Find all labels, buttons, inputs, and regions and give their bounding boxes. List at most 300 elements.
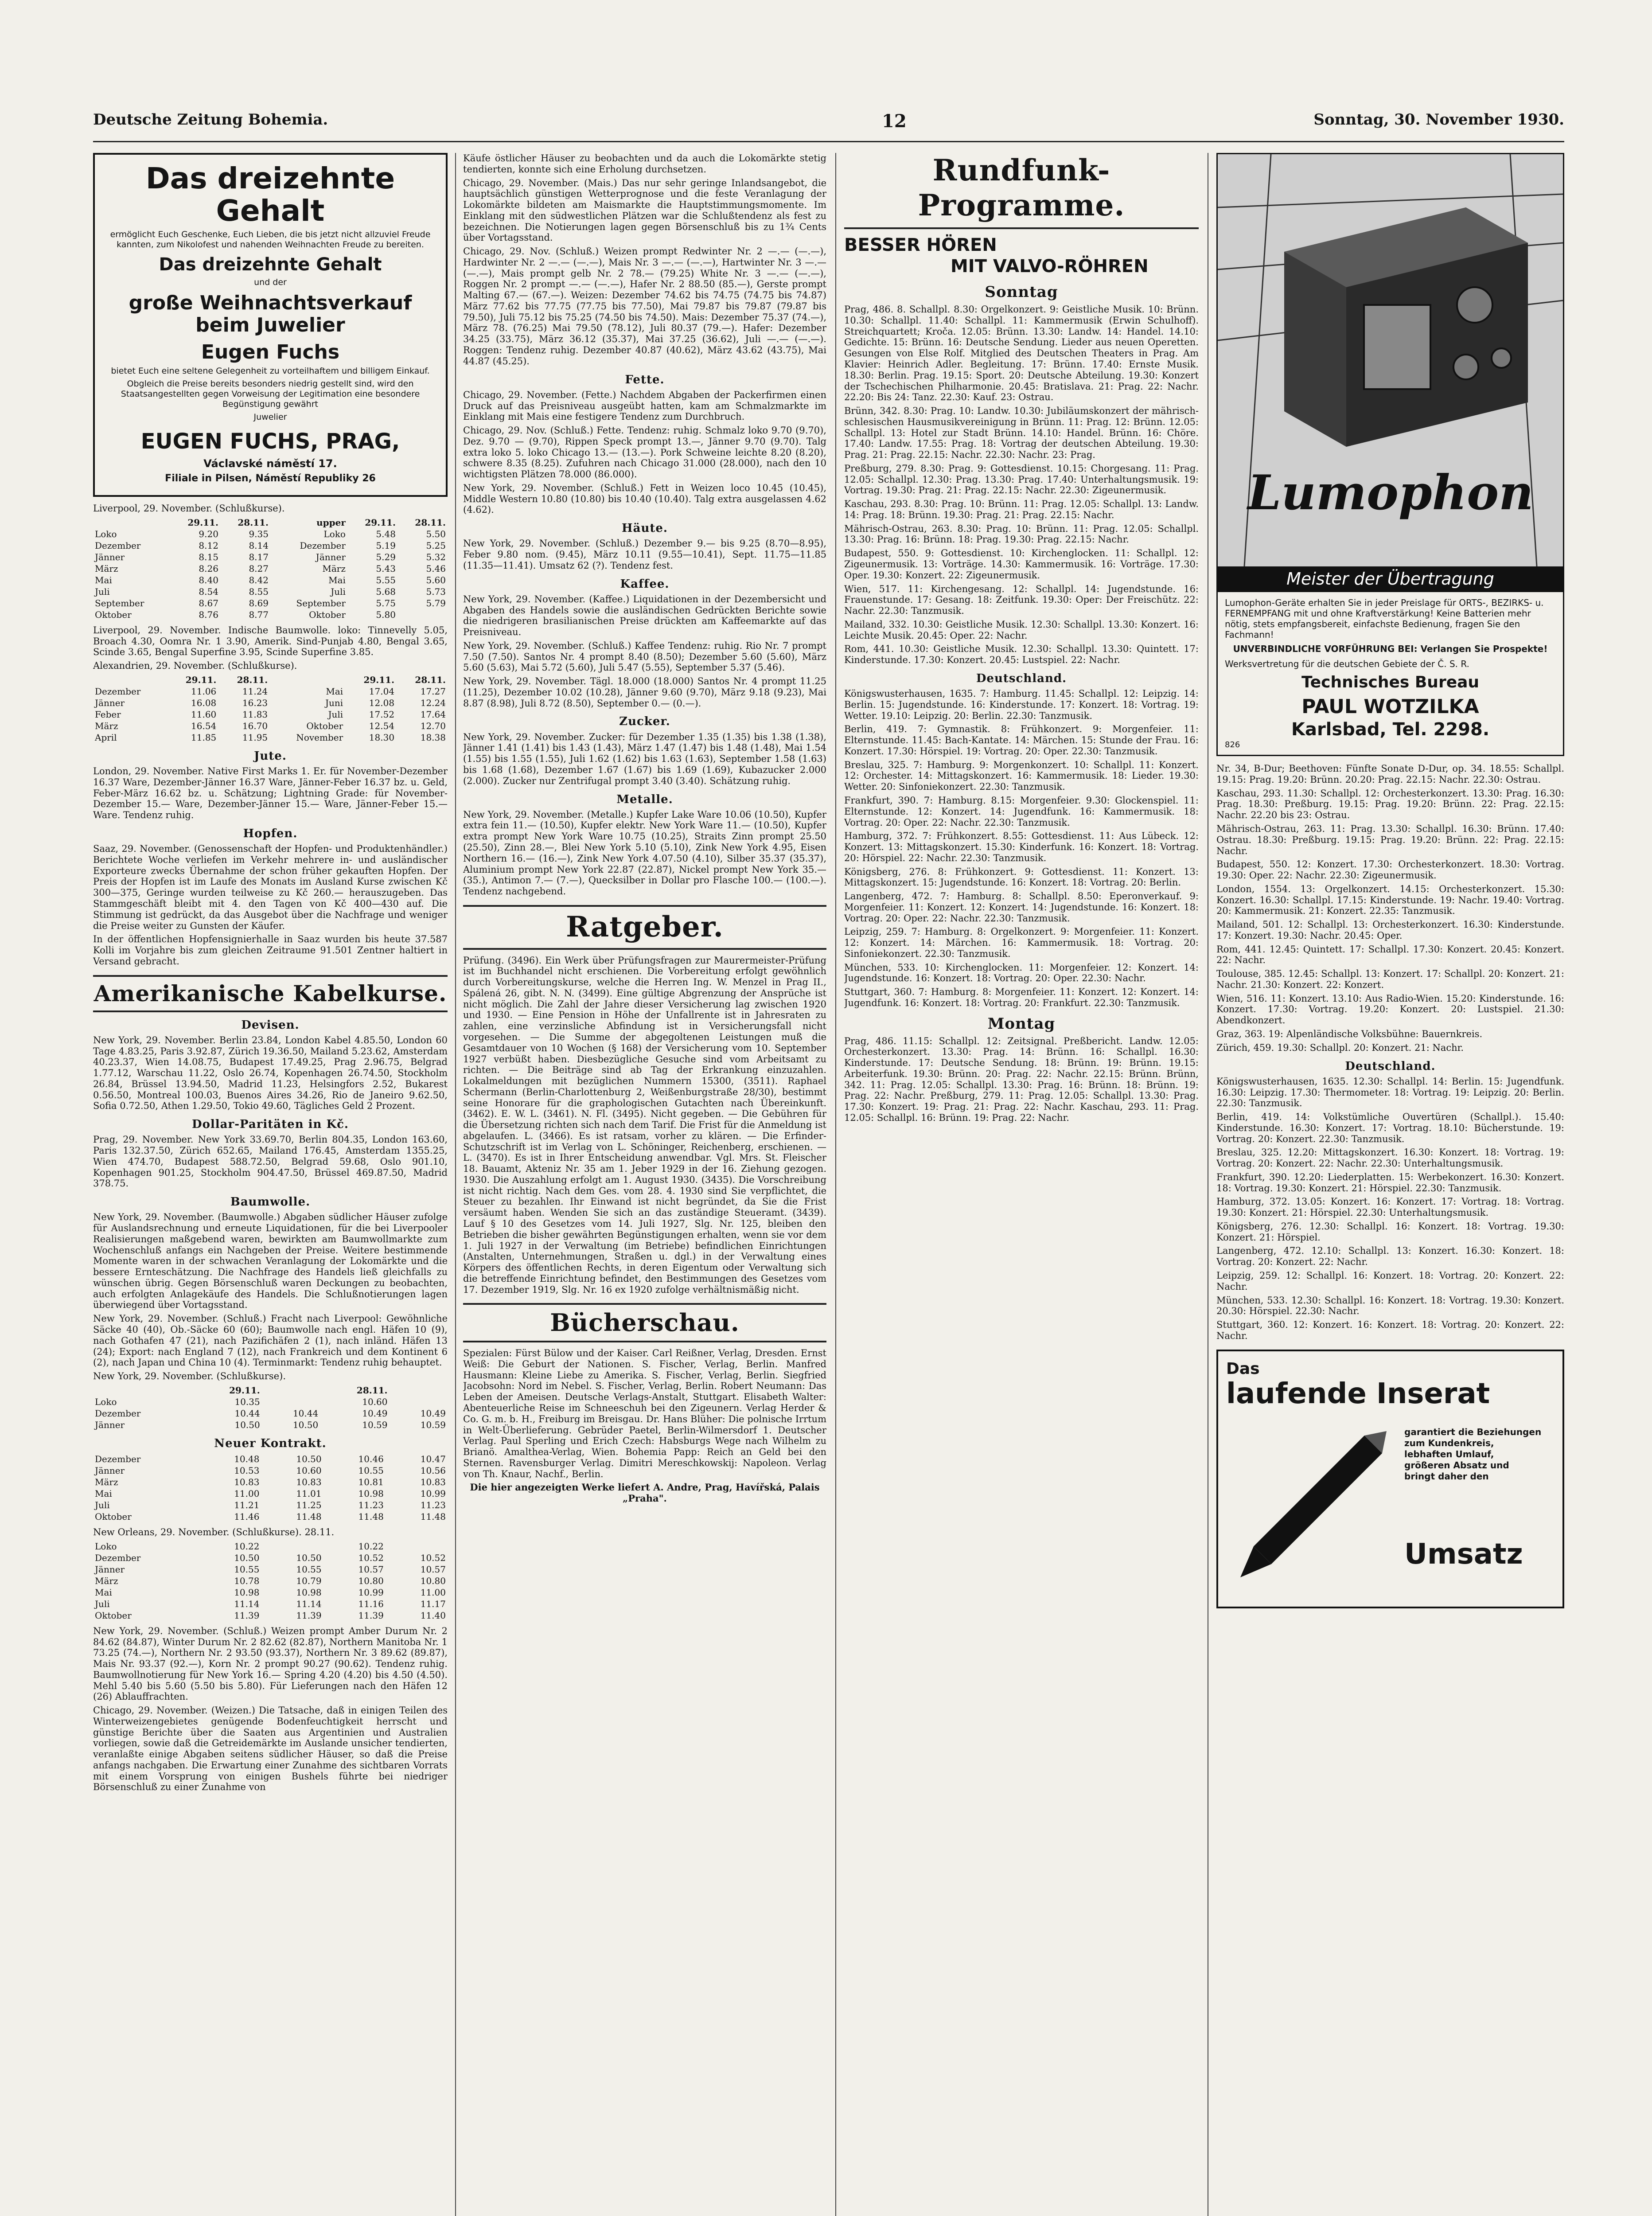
- program-text: Frankfurt, 390. 7: Hamburg. 8.15: Morgenfeier. 9.30: Glockenspiel. 11: Elternstunde. 12: Konzert. 14: Jugendfunk. 16: Kammermusik. 18: Vortrag. 20: Oper. 22: Nachr. 22.30: Tanzmusik.: [844, 795, 1199, 828]
- section-heading: Häute.: [622, 522, 668, 535]
- table-cell: 16.54: [191, 720, 217, 731]
- table-cell: 11.16: [358, 1598, 384, 1609]
- article-text: Saaz, 29. November. (Genossenschaft der Hopfen- und Produktenhändler.) Berichtete Woche verliefen im Verkehr mehrere in- und ausländischer Exporteure zwecks Übernahme der schon früher gekauften Hopfen. Der Preis der Hopfen ist im Laufe des Monats im Ausland Kurse zwischen Kč 300—375, Geringe wurden teilweise zu Kč 260.— herauszugeben. Das Stammgeschäft bleibt mit 4. den Tagen von Kč 400—430 auf. Die Stimmung ist gedrückt, da das Ausgebot über die Nachfrage und weniger die Preise weiter zu Gunsten der Käufer.: [93, 843, 448, 931]
- table-cell: Oktober: [309, 609, 346, 620]
- table-cell: 9.35: [249, 528, 269, 539]
- table-cell: 10.52: [420, 1552, 446, 1563]
- table-cell: 10.83: [234, 1477, 260, 1487]
- table-cell: 5.25: [426, 540, 446, 551]
- table-cell: 5.60: [426, 574, 446, 585]
- program-text: Mährisch-Ostrau, 263. 11: Prag. 13.30: Schallpl. 16.30: Brünn. 17.40: Ostrau. 18.30: Preßburg. 19.15: Prag. 19.20: Brünn. 22: Prag. 22.15: Nachr.: [1216, 823, 1564, 856]
- ad-line: große Weihnachtsverkauf beim Juwelier: [129, 291, 412, 337]
- table-row: [93, 1408, 448, 1419]
- table-header-cell: [269, 674, 345, 686]
- table-cell: 10.46: [358, 1454, 384, 1464]
- table-row: [93, 1419, 448, 1431]
- liverpool-table: [93, 517, 448, 620]
- table-cell: 11.00: [234, 1488, 260, 1499]
- table-cell: 5.68: [376, 586, 396, 597]
- table-cell: 10.59: [420, 1419, 446, 1430]
- valvo-line-2: MIT VALVO-RÖHREN: [951, 256, 1149, 277]
- program-text: London, 1554. 13: Orgelkonzert. 14.15: Orchesterkonzert. 15.30: Konzert. 16.30: Schallpl. 17.15: Kinderstunde. 19: Nachr. 19.40: Vortrag. 20: Kammermusik. 21: Konzert. 22.35: Tanzmusik.: [1216, 883, 1564, 917]
- table-cell: 10.44: [292, 1408, 319, 1419]
- article-text: In der öffentlichen Hopfensignierhalle in Saaz wurden bis heute 37.587 Kolli im Vorjahre bis zum gleichen Zeitraume 91.501 Zentner haltiert in Versand gebracht.: [93, 934, 448, 967]
- article-text: New York, 29. November. (Schluß.) Kaffee Tendenz: ruhig. Rio Nr. 7 prompt 7.50 (7.50). Santos Nr. 4 prompt 8.40 (8.50); Dezember 5.60 (5.60), März 5.60 (5.63), Mai 5.72 (5.60), Juli 5.47 (5.55), September 5.37 (5.46).: [463, 640, 826, 673]
- table-row: [93, 709, 448, 720]
- table-row: [93, 540, 448, 551]
- new-orleans-table: [93, 1541, 448, 1621]
- table-cell: 12.70: [420, 720, 446, 731]
- section-heading: New Orleans, 29. November. (Schlußkurse). 28.11.: [93, 1527, 335, 1537]
- article-text: Chicago, 29. Nov. (Schluß.) Weizen prompt Redwinter Nr. 2 —.— (—.—), Hardwinter Nr. 2 —.— (—.—), Mais Nr. 3 —.— (—.—), Hartwinter Nr. 3 —.— (—.—), Mais prompt gelb Nr. 2 78.— (79.25) White Nr. 3 —.— (—.—), Roggen Nr. 2 prompt —.— (—.—), Hafer Nr. 2 88.50 (85.—), Gerste prompt Malting 67.— (67.—). Weizen: Dezember 74.62 bis 74.75 (74.75 bis 74.87) März 77.62 bis 77.75 (77.75 bis 77.50), Mai 79.87 bis 79.87 (79.87 bis 79.50), Juli 75.12 bis 75.25 (74.50 bis 74.50). Mais: Dezember 75.37 (74.—), März 78. (76.25) Mai 79.50 (78.12), Juli 80.37 (79.—). Hafer: Dezember 34.25 (33.75), März 36.12 (35.37), Mai 37.25 (36.62), Juli —.— (—.—). Roggen: Tendenz ruhig. Dezember 40.87 (40.62), März 43.62 (43.75), Mai 44.87 (45.25).: [463, 246, 826, 367]
- table-cell: [261, 1541, 323, 1552]
- masthead-date: Sonntag, 30. November 1930.: [1313, 111, 1564, 129]
- table-header-cell: 29.11.: [363, 674, 395, 685]
- section-heading: Kaffee.: [620, 577, 670, 591]
- table-row: [93, 697, 448, 709]
- table-cell: Loko: [95, 528, 117, 539]
- table-cell: 10.50: [292, 1419, 319, 1430]
- table-cell: 10.47: [420, 1454, 446, 1464]
- table-row: [93, 563, 448, 574]
- ad-line: Das dreizehnte Gehalt: [159, 254, 382, 275]
- program-text: Langenberg, 472. 7: Hamburg. 8: Schallpl. 8.50: Eperonverkauf. 9: Morgenfeier. 11: Konzert. 12: Konzert. 14: Jugendstunde. 16: Konzert. 18: Vortrag. 20: Oper. 22: Nachr. 22.30: Tanzmusik.: [844, 891, 1199, 924]
- ad-tagline: Meister der Übertragung: [1218, 566, 1563, 592]
- table-cell: Mai: [326, 686, 343, 697]
- ad-das: Das: [1226, 1359, 1260, 1378]
- table-cell: März: [95, 1477, 118, 1487]
- ad-firm-type: Technisches Bureau: [1301, 673, 1480, 691]
- masthead-rule: [93, 141, 1564, 142]
- article-text: Käufe östlicher Häuser zu beobachten und da auch die Lokomärkte stetig tendierten, konnte sich eine Erholung durchsetzen.: [463, 153, 826, 175]
- table-cell: Loko: [95, 1396, 117, 1407]
- table-cell: Feber: [95, 709, 121, 720]
- section-banner: Rundfunk-Programme.: [844, 153, 1199, 229]
- program-text: Nr. 34, B-Dur; Beethoven: Fünfte Sonate D-Dur, op. 34. 18.55: Schallpl. 19.15: Prag. 19.20: Brünn. 20.20: Prag. 22.15: Nachr. 22.30: Ostrau.: [1216, 763, 1564, 785]
- column-4: [1216, 153, 1564, 2216]
- table-cell: 11.48: [358, 1511, 384, 1522]
- program-text: Mährisch-Ostrau, 263. 8.30: Prag. 10: Brünn. 11: Prag. 12.05: Schallpl. 13.30: Prag. 16: Brünn. 18: Prag. 19.30: Prag. 22.15: Nachr.: [844, 523, 1199, 545]
- program-text: München, 533. 10: Kirchenglocken. 11: Morgenfeier. 12: Konzert. 14: Jugendstunde. 16: Konzert. 18: Vortrag. 20: Oper. 22.30: Nachr.: [844, 962, 1199, 984]
- table-cell: Juli: [95, 1598, 110, 1609]
- program-text: Rom, 441. 10.30: Geistliche Musik. 12.30: Schallpl. 13.30: Quintett. 17: Kinderstunde. 17.30: Konzert. 20.45: Lustspiel. 22: Nachr.: [844, 644, 1199, 666]
- table-cell: Oktober: [95, 1511, 132, 1522]
- program-text: Leipzig, 259. 7: Hamburg. 8: Orgelkonzert. 9: Morgenfeier. 11: Konzert. 12: Konzert. 14: Märchen. 16: Kammermusik. 18: Vortrag. 20: Sinfoniekonzert. 22.30: Tanzmusik.: [844, 926, 1199, 959]
- table-row: [93, 1552, 448, 1564]
- table-cell: 10.49: [362, 1408, 388, 1419]
- program-text: Mailand, 332. 10.30: Geistliche Musik. 12.30: Schallpl. 13.30: Konzert. 16: Leichte Musik. 20.45: Oper. 22: Nachr.: [844, 619, 1199, 641]
- program-text: Zürich, 459. 19.30: Schallpl. 20: Konzert. 21: Nachr.: [1216, 1042, 1464, 1053]
- table-header-cell: 28.11.: [415, 674, 446, 685]
- table-cell: Dezember: [95, 1408, 141, 1419]
- program-text: Hamburg, 372. 13.05: Konzert. 16: Konzert. 17: Vortrag. 18: Vortrag. 19.30: Konzert. 21: Hörspiel. 22.30: Unterhaltungsmusik.: [1216, 1196, 1564, 1218]
- ad-lumophon: [1216, 153, 1564, 756]
- table-cell: Jänner: [95, 697, 125, 708]
- alexandrien-table: [93, 674, 448, 743]
- section-heading: Zucker.: [619, 715, 670, 729]
- column-3: [844, 153, 1199, 2216]
- table-cell: 10.78: [234, 1575, 260, 1586]
- table-cell: 5.79: [426, 597, 446, 609]
- table-row: [93, 1541, 448, 1552]
- lumophon-logo: Lumophon: [1247, 465, 1534, 521]
- table-cell: 10.60: [296, 1465, 322, 1476]
- table-cell: 8.55: [249, 586, 269, 597]
- ad-title: laufende Inserat: [1226, 1377, 1490, 1410]
- table-cell: 10.83: [296, 1477, 322, 1487]
- table-cell: 10.22: [234, 1541, 260, 1552]
- table-cell: 11.83: [242, 709, 268, 720]
- table-cell: 11.60: [191, 709, 217, 720]
- ad-title: Das dreizehnte Gehalt: [145, 161, 395, 228]
- section-heading: New York, 29. November. (Schlußkurse).: [93, 1371, 286, 1382]
- table-header-cell: 29.11.: [229, 1385, 260, 1396]
- table-row: [93, 586, 448, 597]
- table-cell: Jänner: [95, 551, 125, 562]
- table-cell: 10.44: [234, 1408, 260, 1419]
- table-cell: 10.53: [234, 1465, 260, 1476]
- section-heading: Alexandrien, 29. November. (Schlußkurse).: [93, 660, 297, 671]
- table-cell: 10.80: [358, 1575, 384, 1586]
- table-row: [93, 1587, 448, 1598]
- table-cell: 8.76: [199, 609, 218, 620]
- table-cell: [397, 609, 448, 620]
- valvo-line-1: BESSER HÖREN: [844, 235, 997, 256]
- section-heading: Liverpool, 29. November. (Schlußkurse).: [93, 503, 285, 514]
- table-cell: 10.55: [296, 1564, 322, 1575]
- ad-text: garantiert die Beziehungen zum Kundenkreis, lebhaften Umlauf, größeren Absatz und bringt daher den: [1404, 1426, 1542, 1482]
- table-cell: 11.21: [234, 1500, 260, 1510]
- table-row: [93, 1476, 448, 1488]
- table-cell: 8.42: [249, 574, 269, 585]
- column-2: [463, 153, 826, 2216]
- table-cell: Mai: [95, 1587, 112, 1598]
- table-cell: 10.50: [296, 1454, 322, 1464]
- table-header-row: [93, 674, 448, 686]
- ad-firm: PAUL WOTZILKA: [1301, 695, 1479, 718]
- ad-umsatz: Umsatz: [1404, 1537, 1523, 1571]
- table-cell: 8.27: [249, 563, 269, 574]
- table-cell: 8.69: [249, 597, 269, 609]
- ad-text: Lumophon-Geräte erhalten Sie in jeder Preislage für ORTS-, BEZIRKS- u. FERNEMPFANG mit und ohne Kraftverstärkung! Keine Batterien mehr nötig, stets empfangsbereit, einfachste Bedienung, fragen Sie den Fachmann!: [1225, 597, 1544, 640]
- neuer-kontrakt-table: [93, 1453, 448, 1522]
- table-cell: Loko: [323, 528, 346, 539]
- table-header-cell: [93, 674, 167, 686]
- table-cell: Juni: [325, 697, 343, 708]
- program-text: Budapest, 550. 9: Gottesdienst. 10: Kirchenglocken. 11: Schallpl. 12: Zigeunermusik. 13: Vorträge. 14.30: Kammermusik. 16: Vorträge. 17.30: Oper. 19.30: Konzert. 22: Zigeunermusik.: [844, 548, 1199, 581]
- table-header-cell: [93, 517, 170, 528]
- table-header-cell: 28.11.: [415, 517, 446, 528]
- program-text: Stuttgart, 360. 12: Konzert. 16: Konzert. 18: Vortrag. 20: Konzert. 22: Nachr.: [1216, 1319, 1564, 1341]
- article-text: New York, 29. November. (Schluß.) Fett in Weizen loco 10.45 (10.45), Middle Western 10.80 (10.80) bis 10.40 (10.40). Talg extra ausgelassen 4.62 (4.62).: [463, 482, 826, 515]
- ad-text: Werksvertretung für die deutschen Gebiete der Č. S. R.: [1225, 658, 1469, 669]
- table-header-cell: 28.11.: [238, 517, 269, 528]
- table-header-cell: [390, 1385, 448, 1396]
- section-heading: Fette.: [625, 373, 665, 386]
- table-cell: 10.98: [296, 1587, 322, 1598]
- article-text: Chicago, 29. November. (Fette.) Nachdem Abgaben der Packerfirmen einen Druck auf das Preisniveau ausgeübt hatten, kam am Schmalzmarkte im Einklang mit Mais eine festigere Tendenz zum Durchbruch.: [463, 389, 826, 422]
- table-cell: Dezember: [95, 1454, 141, 1464]
- table-cell: 8.26: [199, 563, 218, 574]
- program-text: Toulouse, 385. 12.45: Schallpl. 13: Konzert. 17: Schallpl. 20: Konzert. 21: Nachr. 21.30: Konzert. 22: Konzert.: [1216, 968, 1564, 990]
- table-cell: 10.55: [234, 1564, 260, 1575]
- program-text: Budapest, 550. 12: Konzert. 17.30: Orchesterkonzert. 18.30: Vortrag. 19.30: Oper. 22: Nachr. 22.30: Zigeunermusik.: [1216, 859, 1564, 881]
- article-text: New York, 29. November. (Schluß.) Weizen prompt Amber Durum Nr. 2 84.62 (84.87), Winter Durum Nr. 2 82.62 (82.87), Northern Manitoba Nr. 1 73.25 (74.—), Northern Nr. 2 93.50 (93.37), Northern Nr. 3 89.62 (89.87), Mais Nr. 93.37 (92.—), Korn Nr. 2 prompt 90.27 (90.62). Tendenz ruhig. Baumwollnotierung für New York 16.— Spring 4.20 (4.20) bis 4.50 (4.50). Mehl 5.40 bis 5.60 (5.50 bis 5.80). Für Lieferungen nach den Häfen 12 (26) Ablauffrachten.: [93, 1625, 448, 1702]
- table-header-cell: 28.11.: [356, 1385, 388, 1396]
- table-cell: 11.48: [420, 1511, 446, 1522]
- table-cell: Jänner: [316, 551, 346, 562]
- table-cell: 10.50: [296, 1552, 322, 1563]
- day-heading: Montag: [987, 1014, 1056, 1033]
- article-text: Prüfung. (3496). Ein Werk über Prüfungsfragen zur Maurermeister-Prüfung ist im Buchhandel nicht erschienen. Die Vorbereitung erfolgt gewöhnlich durch Vorbereitungskurse, welche die Herren Ing. W. Menzel in Prag II., Spálená 26, gibt. N. N. (3499). Eine gültige Abgrenzung der Ansprüche ist nicht möglich. Die Zahl der Jahre dieser Versicherung lag zwischen 1920 und 1930. — Eine Pension in Höhe der Unfallrente ist in Jahresraten zu zahlen, eine verzinsliche Abfindung ist in Versicherungsfall nicht vorgesehen. — Die Summe der abgegoltenen Leistungen muß die Gesamtdauer von 10 Wochen (§ 168) der Versicherung vom 10. September 1927 verbüßt haben. Diesbezügliche Gesuche sind vom Arbeitsamt zu richten. — Die Beiträge sind ab Tag der Erkrankung einzuzahlen. Lokalmeldungen mit bezüglichen Nummern 15300, (3511). Raphael Schermann (Berlin-Charlottenburg 2, Weißenburgstraße 28/30), bestimmt seine Honorare für die graphologischen Gutachten nach Übereinkunft. (3462). E. W. L. (3461). N. Fl. (3495). Nicht gegeben. — Die Gebühren für die Übersetzung richten sich nach dem Tarif. Die Frist für die Anmeldung ist abgelaufen. L. (3466). Es ist ratsam, vorher zu klären. — Die Erfinder-Schutzschrift ist im Verlag von L. Schöninger, Reichenberg, erschienen. — L. (3470). Es ist in Ihrer Entscheidung anwendbar. Vgl. Mrs. St. Fleischer 18. Bauamt, Akteniz Nr. 35 am 1. Jeber 1929 in der 16. Ziehung gezogen. 1930. Die Auszahlung erfolgt am 1. August 1930. (3435). Die Vorschreibung ist nicht richtig. Nach dem Ges. vom 28. 4. 1930 sind Sie verpflichtet, die Steuer zu bezahlen. Ihr Einwand ist nicht begründet, da Sie die Frist versäumt haben. Wenden Sie sich an das zuständige Steueramt. (3439). Lauf § 10 des Gesetzes vom 14. Juli 1927, Slg. Nr. 125, bleiben den Betrieben die bisher gewährten Begünstigungen erhalten, wenn sie vor dem 1. Juli 1927 in der Verwaltung (im Betriebe) befindlichen Einrichtungen (Anstalten, Unternehmungen, Straßen u. dgl.) in der Verwaltung eines Körpers des öffentlichen Rechts, in deren Eigentum oder Verwaltung sich die betreffende Einrichtung befindet, den Bestimmungen des Gesetzes vom 17. Dezember 1919, Slg. Nr. 16 ex 1920 zufolge verhältnismäßig nicht.: [463, 955, 826, 1295]
- section-heading: Deutschland.: [976, 671, 1067, 685]
- table-cell: 5.48: [376, 528, 396, 539]
- article-text: New York, 29. November. (Schluß.) Fracht nach Liverpool: Gewöhnliche Säcke 40 (40), Ob.-Säcke 60 (60); Baumwolle nach engl. Häfen 10 (9), nach Gothafen 47 (21), nach Pazifichäfen 2 (1), nach inländ. Häfen 13 (24); Export: nach England 7 (12), nach Frankreich und dem Kontinent 6 (2), nach Japan und China 10 (4). Terminmarkt: Tendenz ruhig behauptet.: [93, 1313, 448, 1368]
- table-cell: 5.80: [376, 609, 396, 620]
- table-cell: 8.14: [249, 540, 269, 551]
- article-text: New York, 29. November. (Schluß.) Dezember 9.— bis 9.25 (8.70—8.95), Feber 9.80 nom. (9.45), März 10.11 (9.55—10.41), Sept. 11.75—11.85 (11.35—11.41). Umsatz 62 (?). Tendenz fest.: [463, 538, 826, 571]
- table-cell: 10.81: [358, 1477, 384, 1487]
- article-text: New York, 29. November. Berlin 23.84, London Kabel 4.85.50, London 60 Tage 4.83.25, Paris 3.92.87, Zürich 19.36.50, Mailand 5.23.62, Amsterdam 40.23.37, Wien 14.08.75, Budapest 17.49.25, Prag 2.96.75, Belgrad 1.77.12, Warschau 11.22, Oslo 26.74, Kopenhagen 26.74.50, Stockholm 26.84, Brüssel 13.94.50, Madrid 11.23, Helsingfors 2.52, Bukarest 0.56.50, Montreal 100.03, Buenos Aires 34.26, Rio de Janeiro 9.62.50, Sofia 0.72.50, Athen 1.29.50, Tokio 49.60, Tägliches Geld 2 Prozent.: [93, 1034, 448, 1112]
- program-text: Königsberg, 276. 12.30: Schallpl. 16: Konzert. 18: Vortrag. 19.30: Konzert. 21: Hörspiel.: [1216, 1221, 1564, 1243]
- program-text: Graz, 363. 19: Alpenländische Volksbühne: Bauernkreis.: [1216, 1029, 1483, 1040]
- table-cell: März: [95, 720, 118, 731]
- table-header-cell: [93, 1385, 192, 1396]
- ad-text: ermöglicht Euch Geschenke, Euch Lieben, die bis jetzt nicht allzuviel Freude kannten, zum Nikolofest und nahenden Weihnachten Freude zu bereiten.: [110, 230, 431, 250]
- program-text: Berlin, 419. 14: Volkstümliche Ouvertüren (Schallpl.). 15.40: Kinderstunde. 16.30: Konzert. 17: Vortrag. 18.10: Bücherstunde. 19: Vortrag. 20: Konzert. 22.30: Tanzmusik.: [1216, 1112, 1564, 1144]
- table-cell: März: [322, 563, 346, 574]
- table-cell: 10.98: [234, 1587, 260, 1598]
- table-cell: 10.22: [358, 1541, 384, 1552]
- program-text: Breslau, 325. 12.20: Mittagskonzert. 16.30: Konzert. 18: Vortrag. 19: Vortrag. 20: Konzert. 22: Nachr. 22.30: Unterhaltungsmusik.: [1216, 1147, 1564, 1169]
- table-cell: Mai: [95, 574, 112, 585]
- ad-firm: EUGEN FUCHS, PRAG,: [140, 429, 400, 454]
- ny-table: [93, 1385, 448, 1431]
- table-cell: 8.17: [249, 551, 269, 562]
- table-row: [93, 609, 448, 620]
- table-header-cell: upper: [316, 517, 346, 528]
- table-cell: Jänner: [95, 1419, 125, 1430]
- ad-gehalt: [93, 153, 448, 497]
- program-text: Berlin, 419. 7: Gymnastik. 8: Frühkonzert. 9: Morgenfeier. 11: Elternstunde. 11.45: Bach-Kantate. 14: Märchen. 15: Stunde der Frau. 16: Konzert. 17.30: Hörspiel. 19: Vortrag. 20: Oper. 22.30: Tanzmusik.: [844, 724, 1199, 757]
- table-cell: 5.32: [426, 551, 446, 562]
- table-cell: 5.19: [376, 540, 396, 551]
- table-cell: 11.14: [234, 1598, 260, 1609]
- section-heading: Hopfen.: [243, 827, 298, 840]
- table-cell: 11.06: [191, 686, 217, 697]
- program-text: Wien, 517. 11: Kirchengesang. 12: Schallpl. 14: Jugendstunde. 16: Frauenstunde. 17: Gesang. 18: Zeitfunk. 19.30: Oper: Der Freischütz. 22: Nachr. 22.30: Tanzmusik.: [844, 583, 1199, 616]
- table-cell: 11.23: [420, 1500, 446, 1510]
- article-text: Liverpool, 29. November. Indische Baumwolle. loko: Tinnevelly 5.05, Broach 4.30, Oomra Nr. 1 3.90, Amerik. Sind-Punjab 4.80, Bengal 3.65, Scinde 3.65, Bengal Superfine 3.95, Scinde Superfine 3.85.: [93, 624, 448, 658]
- table-cell: 12.54: [369, 720, 395, 731]
- table-row: [93, 551, 448, 563]
- table-header-cell: 29.11.: [185, 674, 217, 685]
- table-cell: 11.01: [296, 1488, 322, 1499]
- table-row: [93, 597, 448, 609]
- table-row: [93, 1598, 448, 1610]
- table-cell: [262, 1396, 320, 1408]
- table-cell: 10.55: [358, 1465, 384, 1476]
- table-cell: Mai: [95, 1488, 112, 1499]
- table-cell: 10.48: [234, 1454, 260, 1464]
- table-cell: Dezember: [95, 686, 141, 697]
- table-cell: 8.15: [199, 551, 218, 562]
- program-text: Königsberg, 276. 8: Frühkonzert. 9: Gottesdienst. 11: Konzert. 13: Mittagskonzert. 15: Jugendstunde. 16: Konzert. 18: Vortrag. 20: Berlin.: [844, 866, 1199, 888]
- program-text: Langenberg, 472. 12.10: Schallpl. 13: Konzert. 16.30: Konzert. 18: Vortrag. 20: Konzert. 22: Nachr.: [1216, 1245, 1564, 1268]
- section-heading: Dollar-Paritäten in Kč.: [192, 1118, 349, 1131]
- program-text: Königswusterhausen, 1635. 12.30: Schallpl. 14: Berlin. 15: Jugendfunk. 16.30: Leipzig. 17.30: Thermometer. 18: Vortrag. 19: Leipzig. 20: Berlin. 22.30: Tanzmusik.: [1216, 1076, 1564, 1109]
- table-cell: 17.64: [420, 709, 446, 720]
- table-cell: 16.70: [242, 720, 268, 731]
- table-cell: Juli: [328, 709, 343, 720]
- section-heading: Baumwolle.: [230, 1195, 311, 1209]
- table-cell: 11.17: [420, 1598, 446, 1609]
- table-cell: 10.35: [234, 1396, 260, 1407]
- table-cell: Juli: [331, 586, 346, 597]
- article-text: Chicago, 29. November. (Mais.) Das nur sehr geringe Inlandsangebot, die hauptsächlich günstigen Wetterprognose und die feste Veranlagung der Lokomärkte bildeten am Maismarkte die Hauptstimmungsmomente. Im Einklang mit den südwestlichen Plätzen war die Schlußtendenz als fest zu bezeichnen. Die Notierungen lagen gegen Börsenschluß bis zu 1¾ Cents über Vortagsstand.: [463, 177, 826, 243]
- program-text: Hamburg, 372. 7: Frühkonzert. 8.55: Gottesdienst. 11: Aus Lübeck. 12: Konzert. 13: Mittagskonzert. 15.30: Kinderfunk. 16: Konzert. 18: Vortrag. 20: Hörspiel. 22: Nachr. 22.30: Tanzmusik.: [844, 831, 1199, 863]
- program-text: Rom, 441. 12.45: Quintett. 17: Schallpl. 17.30: Konzert. 20.45: Konzert. 22: Nachr.: [1216, 944, 1564, 966]
- program-text: Frankfurt, 390. 12.20: Liederplatten. 15: Werbekonzert. 16.30: Konzert. 18: Vortrag. 19.30: Konzert. 21: Hörspiel. 22.30: Tanzmusik.: [1216, 1171, 1564, 1194]
- section-heading: Neuer Kontrakt.: [214, 1436, 327, 1450]
- table-cell: 17.04: [369, 686, 395, 697]
- table-cell: 18.30: [369, 732, 395, 743]
- table-cell: 5.73: [426, 586, 446, 597]
- article-text: New York, 29. November. Zucker: für Dezember 1.35 (1.35) bis 1.38 (1.38), Jänner 1.41 (1.41) bis 1.43 (1.43), März 1.47 (1.47) bis 1.48 (1.48), Mai 1.54 (1.55) bis 1.55 (1.55), Juli 1.62 (1.62) bis 1.63 (1.63), September 1.58 (1.63) bis 1.68 (1.68), Dezember 1.67 (1.67) bis 1.69 (1.69), Kubazucker 2.000 (2.000). Zucker nur Zentrifugal prompt 3.40 (3.40). Schätzung ruhig.: [463, 731, 826, 786]
- table-cell: 10.57: [420, 1564, 446, 1575]
- table-cell: 17.27: [420, 686, 446, 697]
- table-row: [93, 1499, 448, 1511]
- table-header-cell: 29.11.: [187, 517, 218, 528]
- table-row: [93, 686, 448, 697]
- table-cell: 11.24: [242, 686, 268, 697]
- table-cell: 11.39: [234, 1610, 260, 1621]
- ad-text: Juwelier: [253, 412, 287, 422]
- table-row: [93, 1488, 448, 1499]
- table-row: [93, 574, 448, 586]
- table-cell: Juli: [95, 586, 110, 597]
- program-text: Leipzig, 259. 12: Schallpl. 16: Konzert. 18: Vortrag. 20: Konzert. 22: Nachr.: [1216, 1270, 1564, 1292]
- table-row: [93, 1465, 448, 1476]
- table-header-row: [93, 1385, 448, 1396]
- program-text: München, 533. 12.30: Schallpl. 16: Konzert. 18: Vortrag. 19.30: Konzert. 20.30: Hörspiel. 22.30: Nachr.: [1216, 1295, 1564, 1317]
- masthead-title: Deutsche Zeitung Bohemia.: [93, 111, 328, 129]
- table-cell: 10.99: [358, 1587, 384, 1598]
- table-row: [93, 1453, 448, 1465]
- table-cell: 5.50: [426, 528, 446, 539]
- ad-name: Eugen Fuchs: [201, 340, 340, 363]
- program-text: Stuttgart, 360. 7: Hamburg. 8: Morgenfeier. 11: Konzert. 12: Konzert. 14: Jugendfunk. 16: Konzert. 18: Vortrag. 20: Frankfurt. 22.30: Tanzmusik.: [844, 987, 1199, 1008]
- program-text: Brünn, 342. 8.30: Prag. 10: Landw. 10.30: Jubiläumskonzert der mährisch-schlesischen Hausmusikvereinigung in Brünn. 11: Prag. 12: Brünn. 12.05: Schallpl. 13: Hotel zur Stadt Brünn. 14.10: Handel. Brünn. 16: Chöre. 17.40: Landw. 17.55: Prag. 18: Vortrag der deutschen Abteilung. 19.30: Prag. 21: Prag. 22.15: Nachr. 22.30: Nachr. 23: Prag.: [844, 406, 1199, 460]
- table-cell: 10.99: [420, 1488, 446, 1499]
- table-cell: 5.43: [376, 563, 396, 574]
- section-heading: Amerikanische Kabelkurse.: [93, 975, 448, 1012]
- table-header-cell: 28.11.: [237, 674, 268, 685]
- table-row: [93, 1575, 448, 1587]
- table-cell: 12.24: [420, 697, 446, 708]
- program-text: Prag, 486. 8. Schallpl. 8.30: Orgelkonzert. 9: Geistliche Musik. 10: Brünn. 10.30: Schallpl. 11.40: Schallpl. 11: Kammermusik (Erwin Schulhoff). Streichquartett; Kroča. 12.05: Brünn. 13.30: Landw. 14: Handel. 14.10: Gedichte. 15: Brünn. 16: Deutsche Sendung. Lieder aus neuen Operetten. Gesungen von Else Rolf. Mitglied des Deutschen Theaters in Prag. Am Klavier: Heinrich Adler. Begleitung. 17: Brünn. 17.40: Ernste Musik. 18.30: Berlin. Prag. 19.15: Sport. 20: Deutsche Abteilung. 19.30: Konzert der Tschechischen Philharmonie. 20.45: Bratislava. 21: Prag. 22: Nachr. 22.20: Bis 24: Tanz. 22.30: Kauf. 23: Ostrau.: [844, 304, 1199, 403]
- table-cell: 16.23: [242, 697, 268, 708]
- table-cell: 11.14: [296, 1598, 322, 1609]
- column-rule: [835, 153, 836, 2216]
- table-cell: 10.79: [296, 1575, 322, 1586]
- table-row: [93, 528, 448, 540]
- table-cell: September: [296, 597, 346, 609]
- table-cell: 17.52: [369, 709, 395, 720]
- table-cell: Juli: [95, 1500, 110, 1510]
- table-cell: 8.67: [199, 597, 218, 609]
- table-cell: 12.08: [369, 697, 395, 708]
- ad-text: und der: [254, 277, 287, 287]
- table-cell: 11.48: [296, 1511, 322, 1522]
- table-cell: März: [95, 563, 118, 574]
- ad-code: 826: [1225, 740, 1240, 749]
- ad-inserat: [1216, 1350, 1564, 1608]
- table-cell: 10.57: [358, 1564, 384, 1575]
- program-text: Kaschau, 293. 8.30: Prag. 10: Brünn. 11: Prag. 12.05: Schallpl. 13: Landw. 14: Prag. 18: Brünn. 19.30: Prag. 21: Prag. 22.15: Nachr.: [844, 499, 1199, 520]
- program-text: Königswusterhausen, 1635. 7: Hamburg. 11.45: Schallpl. 12: Leipzig. 14: Berlin. 15: Jugendstunde. 16: Kinderstunde. 17: Konzert. 18: Vortrag. 19: Wetter. 19.10: Leipzig. 20: Berlin. 22.30: Tanzmusik.: [844, 688, 1199, 721]
- section-heading: Metalle.: [616, 792, 673, 806]
- article-text: New York, 29. November. (Kaffee.) Liquidationen in der Dezembersicht und Abgaben des Handels sowie die ausländischen Gedrückten Berichte sowie die niedrigeren brasilianischen Preise drückten am Kaffeemarkte auf das Preisniveau.: [463, 593, 826, 638]
- section-heading: Bücherschau.: [463, 1303, 826, 1342]
- table-cell: [390, 1396, 448, 1408]
- column-rule: [455, 153, 456, 2216]
- ad-address: Karlsbad, Tel. 2298.: [1291, 719, 1490, 740]
- table-cell: Oktober: [95, 1610, 132, 1621]
- article-footer: Die hier angezeigten Werke liefert A. Andre, Prag, Havířská, Palais „Praha".: [470, 1482, 820, 1504]
- table-cell: 10.80: [420, 1575, 446, 1586]
- table-cell: Jänner: [95, 1564, 125, 1575]
- table-cell: 10.50: [234, 1552, 260, 1563]
- table-cell: 11.39: [358, 1610, 384, 1621]
- table-cell: Dezember: [95, 1552, 141, 1563]
- program-text: Prag, 486. 11.15: Schallpl. 12: Zeitsignal. Preßbericht. Landw. 12.05: Orchesterkonzert. 13.30: Prag. 14: Brünn. 16: Schallpl. 16.30: Kinderstunde. 17: Deutsche Sendung. 18: Brünn. 19: Brünn. 19.15: Arbeiterfunk. 19.30: Brünn. 20: Prag. 22: Nachr. 22.15: Brünn. Brünn, 342. 11: Prag. 12.05: Schallpl. 13.30: Prag. 16: Brünn. 18: Brünn. 19: Prag. 22: Nachr. Preßburg, 279. 11: Prag. 12.05: Schallpl. 13.30: Prag. 17.30: Konzert. 19: Prag. 21: Prag. 22: Nachr. Kaschau, 293. 11: Prag. 12.05: Schallpl. 16: Brünn. 19: Prag. 22: Nachr.: [844, 1035, 1199, 1123]
- table-cell: 11.40: [420, 1610, 446, 1621]
- program-text: Mailand, 501. 12: Schallpl. 13: Orchesterkonzert. 16.30: Kinderstunde. 17: Konzert. 19.30: Nachr. 20.45: Oper.: [1216, 919, 1564, 941]
- column-1: [93, 153, 448, 2216]
- table-cell: 11.39: [296, 1610, 322, 1621]
- table-row: [93, 720, 448, 732]
- ad-text: Obgleich die Preise bereits besonders niedrig gestellt sind, wird den Staatsangestellten gegen Vorweisung der Legitimation eine besondere Begünstigung gewährt: [121, 379, 420, 409]
- program-text: Kaschau, 293. 11.30: Schallpl. 12: Orchesterkonzert. 13.30: Prag. 16.30: Prag. 18.30: Preßburg. 19.15: Prag. 19.20: Brünn. 22: Prag. 22.15: Nachr. 22.20 bis 23: Ostrau.: [1216, 788, 1564, 821]
- day-heading: Sonntag: [985, 283, 1058, 301]
- table-cell: 8.77: [249, 609, 269, 620]
- table-cell: Mai: [328, 574, 346, 585]
- table-cell: 11.23: [358, 1500, 384, 1510]
- table-cell: 10.56: [420, 1465, 446, 1476]
- program-text: Breslau, 325. 7: Hamburg. 9: Morgenkonzert. 10: Schallpl. 11: Konzert. 12: Orchester. 14: Mittagskonzert. 16: Kammermusik. 18: Lieder. 19.30: Wetter. 20: Sinfoniekonzert. 22.30: Tanzmusik.: [844, 759, 1199, 792]
- article-text: Chicago, 29. Nov. (Schluß.) Fette. Tendenz: ruhig. Schmalz loko 9.70 (9.70), Dez. 9.70 — (9.70), Rippen Speck prompt 13.—, Jänner 9.70 (9.70). Talg extra loko 5. loko Chicago 13.— (13.—). Pork Schweine leichte 8.20 (8.20), schwere 8.35 (8.25). Zufuhren nach Chicago 31.000 (28.000), nach den 10 wichtigsten Plätzen 78.000 (86.000).: [463, 425, 826, 480]
- ad-branch: Filiale in Pilsen, Náměstí Republiky 26: [165, 472, 376, 484]
- table-cell: Loko: [95, 1541, 117, 1552]
- table-row: [93, 1610, 448, 1621]
- table-cell: 11.25: [296, 1500, 322, 1510]
- table-cell: 9.20: [199, 528, 218, 539]
- table-cell: 18.38: [420, 732, 446, 743]
- article-text: New York, 29. November. (Baumwolle.) Abgaben südlicher Häuser zufolge für Auslandsrechnung und erneute Liquidationen, für die bei Liverpooler Realisierungen maßgebend waren, bewirkten am Baumwollmarkte zum Wochenschluß anfangs ein Nachgeben der Preise. Weitere bestimmende Momente waren in der schwachen Veranlagung der Lokomärkte und die bessere Ernteschätzung. Die Nachfrage des Handels ließ gleichfalls zu wünschen übrig. Gegen Börsenschluß waren Deckungen zu beobachten, auch erfolgten Anlagekäufe des Handels. Die Schlußnotierungen lagen überwiegend über Vortagsstand.: [93, 1212, 448, 1311]
- article-text: New York, 29. November. Tägl. 18.000 (18.000) Santos Nr. 4 prompt 11.25 (11.25), Dezember 10.02 (10.28), Jänner 9.60 (9.70), März 9.18 (9.23), Mai 8.87 (8.98), Juli 8.72 (8.50), September 0.— (0.—).: [463, 676, 826, 709]
- table-cell: Dezember: [300, 540, 346, 551]
- table-cell: November: [296, 732, 343, 743]
- table-cell: 10.49: [420, 1408, 446, 1419]
- table-cell: 10.50: [234, 1419, 260, 1430]
- radio-illustration: [1218, 154, 1563, 566]
- program-text: Preßburg, 279. 8.30: Prag. 9: Gottesdienst. 10.15: Chorgesang. 11: Prag. 12.05: Schallpl. 12.30: Prag. 13.30: Prag. 17.40: Unterhaltungsmusik. 19: Vortrag. 19.30: Prag. 21: Prag. 22.15: Nachr. 22.30: Zigeunermusik.: [844, 463, 1199, 496]
- table-cell: März: [95, 1575, 118, 1586]
- article-text: Prag, 29. November. New York 33.69.70, Berlin 804.35, London 163.60, Paris 132.37.50, Zürich 652.65, Mailand 176.45, Amsterdam 1355.25, Wien 474.70, Budapest 588.72.50, Belgrad 59.68, Oslo 901.10, Kopenhagen 901.25, Stockholm 904.47.50, Brüssel 469.87.50, Madrid 378.75.: [93, 1134, 448, 1189]
- table-cell: 11.46: [234, 1511, 260, 1522]
- table-header-cell: 29.11.: [365, 517, 396, 528]
